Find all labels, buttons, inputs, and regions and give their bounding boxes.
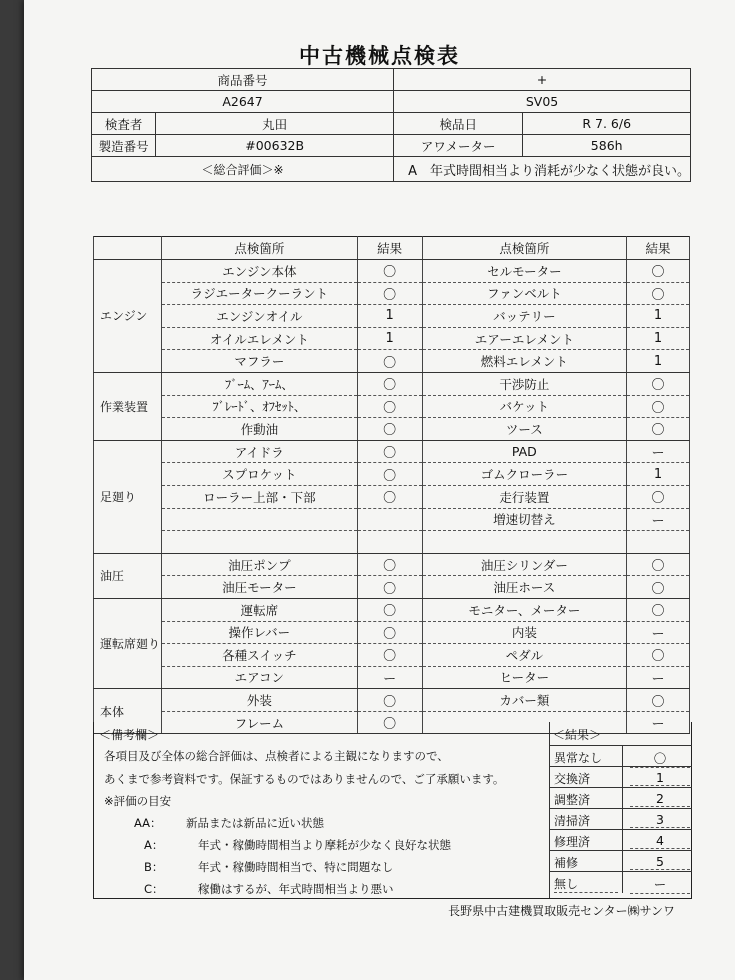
result-right: ー bbox=[627, 621, 690, 644]
table-row bbox=[94, 508, 690, 531]
result-right: ー bbox=[627, 711, 690, 734]
grade-key: C： bbox=[144, 882, 164, 896]
table-row bbox=[94, 531, 690, 554]
legend-value: 5 bbox=[630, 854, 690, 870]
result-right: ー bbox=[627, 440, 690, 463]
item-right: 増速切替え bbox=[422, 508, 627, 531]
item-left: 油圧モーター bbox=[161, 576, 357, 599]
item-left: 各種スイッチ bbox=[161, 644, 357, 667]
legend-row bbox=[550, 850, 692, 872]
table-row bbox=[94, 598, 690, 621]
legend-row bbox=[550, 745, 692, 767]
hours: 586h bbox=[523, 135, 691, 157]
header-blank bbox=[94, 237, 162, 260]
item-right: カバー類 bbox=[422, 689, 627, 712]
remarks-section bbox=[93, 722, 692, 899]
product-no-label: 商品番号 bbox=[92, 69, 394, 91]
legend-title: ＜結果＞ bbox=[553, 728, 602, 742]
col-item-right: 点検箇所 bbox=[422, 237, 627, 260]
result-right: ー bbox=[627, 666, 690, 689]
legend-key: 修理済 bbox=[554, 833, 618, 851]
item-left: 外装 bbox=[161, 689, 357, 712]
item-right: バケット bbox=[422, 395, 627, 418]
result-left: 〇 bbox=[357, 282, 422, 305]
item-left: アイドラ bbox=[161, 440, 357, 463]
result-left: 〇 bbox=[357, 418, 422, 441]
result-left: 〇 bbox=[357, 598, 422, 621]
document-title: 中古機械点検表 bbox=[299, 44, 460, 68]
item-left: フレーム bbox=[161, 711, 357, 734]
table-row bbox=[94, 372, 690, 395]
serial: #00632B bbox=[156, 135, 394, 157]
inspection-sheet bbox=[24, 0, 735, 980]
item-left: マフラー bbox=[161, 350, 357, 373]
grade-desc: 年式・稼働時間相当より摩耗が少なく良好な状態 bbox=[198, 838, 451, 852]
result-left: 〇 bbox=[357, 440, 422, 463]
result-right: 〇 bbox=[627, 395, 690, 418]
grade-desc: 新品または新品に近い状態 bbox=[186, 816, 324, 830]
result-right: 〇 bbox=[627, 576, 690, 599]
result-right: 1 bbox=[627, 305, 690, 328]
item-left: ローラー上部・下部 bbox=[161, 485, 357, 508]
category-cell: エンジン bbox=[94, 260, 162, 373]
result-left: 〇 bbox=[357, 260, 422, 283]
legend-value: ー bbox=[630, 875, 690, 894]
result-left: 〇 bbox=[357, 621, 422, 644]
item-left bbox=[161, 531, 357, 554]
legend-key: 異常なし bbox=[554, 749, 618, 767]
grade-key: AA： bbox=[134, 816, 162, 830]
table-row bbox=[94, 689, 690, 712]
serial-label: 製造番号 bbox=[92, 135, 156, 157]
item-right: 油圧ホース bbox=[422, 576, 627, 599]
item-left: 操作レバー bbox=[161, 621, 357, 644]
result-left: 〇 bbox=[357, 372, 422, 395]
inspector-label: 検査者 bbox=[92, 113, 156, 135]
product-no: A2647 bbox=[92, 91, 394, 113]
item-left: 油圧ポンプ bbox=[161, 553, 357, 576]
item-right: 走行装置 bbox=[422, 485, 627, 508]
header-table bbox=[91, 68, 691, 182]
table-row bbox=[94, 260, 690, 283]
item-left: ラジエータークーラント bbox=[161, 282, 357, 305]
item-left: エアコン bbox=[161, 666, 357, 689]
table-row bbox=[94, 327, 690, 350]
grade-desc: 年式・稼働時間相当で、特に問題なし bbox=[198, 860, 394, 874]
result-right: 〇 bbox=[627, 644, 690, 667]
category-cell: 油圧 bbox=[94, 553, 162, 598]
legend-key: 交換済 bbox=[554, 770, 618, 788]
result-left bbox=[357, 508, 422, 531]
item-right: 油圧シリンダー bbox=[422, 553, 627, 576]
item-right: モニター、メーター bbox=[422, 598, 627, 621]
table-row bbox=[94, 440, 690, 463]
result-right: 1 bbox=[627, 463, 690, 486]
grade-key: A： bbox=[144, 838, 164, 852]
legend-row bbox=[550, 871, 692, 893]
result-right: 〇 bbox=[627, 598, 690, 621]
result-right: 〇 bbox=[627, 553, 690, 576]
item-left: スプロケット bbox=[161, 463, 357, 486]
eval-text: A 年式時間相当より消耗が少なく状態が良い。 bbox=[394, 157, 691, 182]
legend bbox=[549, 722, 692, 898]
table-row bbox=[94, 485, 690, 508]
result-left: 〇 bbox=[357, 689, 422, 712]
table-row bbox=[94, 666, 690, 689]
legend-key: 補修 bbox=[554, 854, 618, 872]
item-right: ゴムクローラー bbox=[422, 463, 627, 486]
product-no-right: + bbox=[394, 69, 691, 91]
item-right: ツース bbox=[422, 418, 627, 441]
category-cell: 足廻り bbox=[94, 440, 162, 553]
table-row bbox=[94, 621, 690, 644]
eval-label: ＜総合評価＞※ bbox=[92, 157, 394, 182]
result-right: 〇 bbox=[627, 689, 690, 712]
table-row bbox=[94, 553, 690, 576]
result-left bbox=[357, 531, 422, 554]
col-item-left: 点検箇所 bbox=[161, 237, 357, 260]
remarks-title: ＜備考欄＞ bbox=[99, 728, 160, 742]
result-left: 〇 bbox=[357, 553, 422, 576]
item-right: PAD bbox=[422, 440, 627, 463]
result-left: 〇 bbox=[357, 485, 422, 508]
result-left: 〇 bbox=[357, 711, 422, 734]
item-right: セルモーター bbox=[422, 260, 627, 283]
item-left: エンジン本体 bbox=[161, 260, 357, 283]
hour-label: アワメーター bbox=[394, 135, 523, 157]
category-cell: 運転席廻り bbox=[94, 598, 162, 688]
item-left: 作動油 bbox=[161, 418, 357, 441]
legend-value: 4 bbox=[630, 833, 690, 849]
result-left: 〇 bbox=[357, 576, 422, 599]
legend-value: 3 bbox=[630, 812, 690, 828]
table-row bbox=[94, 576, 690, 599]
item-right: ペダル bbox=[422, 644, 627, 667]
table-row bbox=[94, 395, 690, 418]
legend-key: 清掃済 bbox=[554, 812, 618, 830]
col-result-left: 結果 bbox=[357, 237, 422, 260]
item-left: オイルエレメント bbox=[161, 327, 357, 350]
legend-value: 1 bbox=[630, 770, 690, 786]
remarks-line-1: 各項目及び全体の総合評価は、点検者による主観になりますので、 bbox=[104, 749, 449, 763]
result-left: 1 bbox=[357, 327, 422, 350]
company-name: 長野県中古建機買取販売センター㈱サンワ bbox=[448, 904, 675, 918]
item-left: ﾌﾞｰﾑ、ｱｰﾑ、 bbox=[161, 372, 357, 395]
result-right: 〇 bbox=[627, 372, 690, 395]
legend-row bbox=[550, 808, 692, 830]
item-right: ヒーター bbox=[422, 666, 627, 689]
result-right: 1 bbox=[627, 327, 690, 350]
item-right: 燃料エレメント bbox=[422, 350, 627, 373]
legend-key: 無し bbox=[554, 875, 618, 893]
item-left bbox=[161, 508, 357, 531]
item-right bbox=[422, 531, 627, 554]
legend-value: 2 bbox=[630, 791, 690, 807]
table-row bbox=[94, 418, 690, 441]
table-row bbox=[94, 644, 690, 667]
legend-row bbox=[550, 766, 692, 788]
result-right: 〇 bbox=[627, 418, 690, 441]
inspector: 丸田 bbox=[156, 113, 394, 135]
result-right: ー bbox=[627, 508, 690, 531]
table-row bbox=[94, 282, 690, 305]
model: SV05 bbox=[394, 91, 691, 113]
item-right: バッテリー bbox=[422, 305, 627, 328]
result-right bbox=[627, 531, 690, 554]
result-left: ー bbox=[357, 666, 422, 689]
item-right: 内装 bbox=[422, 621, 627, 644]
grade-key: B： bbox=[144, 860, 164, 874]
item-right: 干渉防止 bbox=[422, 372, 627, 395]
result-right: 1 bbox=[627, 350, 690, 373]
remarks-line-2: あくまで参考資料です。保証するものではありませんので、ご了承願います。 bbox=[104, 772, 505, 786]
item-left: ﾌﾞﾚｰﾄﾞ、ｵﾌｾｯﾄ、 bbox=[161, 395, 357, 418]
item-left: エンジンオイル bbox=[161, 305, 357, 328]
inspect-date: R 7. 6/6 bbox=[523, 113, 691, 135]
item-right: ファンベルト bbox=[422, 282, 627, 305]
result-right: 〇 bbox=[627, 260, 690, 283]
legend-key: 調整済 bbox=[554, 791, 618, 809]
category-cell: 本体 bbox=[94, 689, 162, 734]
result-left: 1 bbox=[357, 305, 422, 328]
category-cell: 作業装置 bbox=[94, 372, 162, 440]
item-right: エアーエレメント bbox=[422, 327, 627, 350]
item-left: 運転席 bbox=[161, 598, 357, 621]
result-left: 〇 bbox=[357, 395, 422, 418]
remarks-line-3: ※評価の目安 bbox=[104, 794, 172, 808]
legend-value: 〇 bbox=[630, 749, 690, 768]
inspection-table bbox=[93, 236, 690, 734]
table-row bbox=[94, 463, 690, 486]
result-left: 〇 bbox=[357, 644, 422, 667]
inspect-date-label: 検品日 bbox=[394, 113, 523, 135]
result-left: 〇 bbox=[357, 350, 422, 373]
result-right: 〇 bbox=[627, 485, 690, 508]
legend-row bbox=[550, 787, 692, 809]
grade-desc: 稼働はするが、年式時間相当より悪い bbox=[198, 882, 394, 896]
result-left: 〇 bbox=[357, 463, 422, 486]
table-row bbox=[94, 350, 690, 373]
col-result-right: 結果 bbox=[627, 237, 690, 260]
result-right: 〇 bbox=[627, 282, 690, 305]
legend-row bbox=[550, 829, 692, 851]
table-row bbox=[94, 305, 690, 328]
